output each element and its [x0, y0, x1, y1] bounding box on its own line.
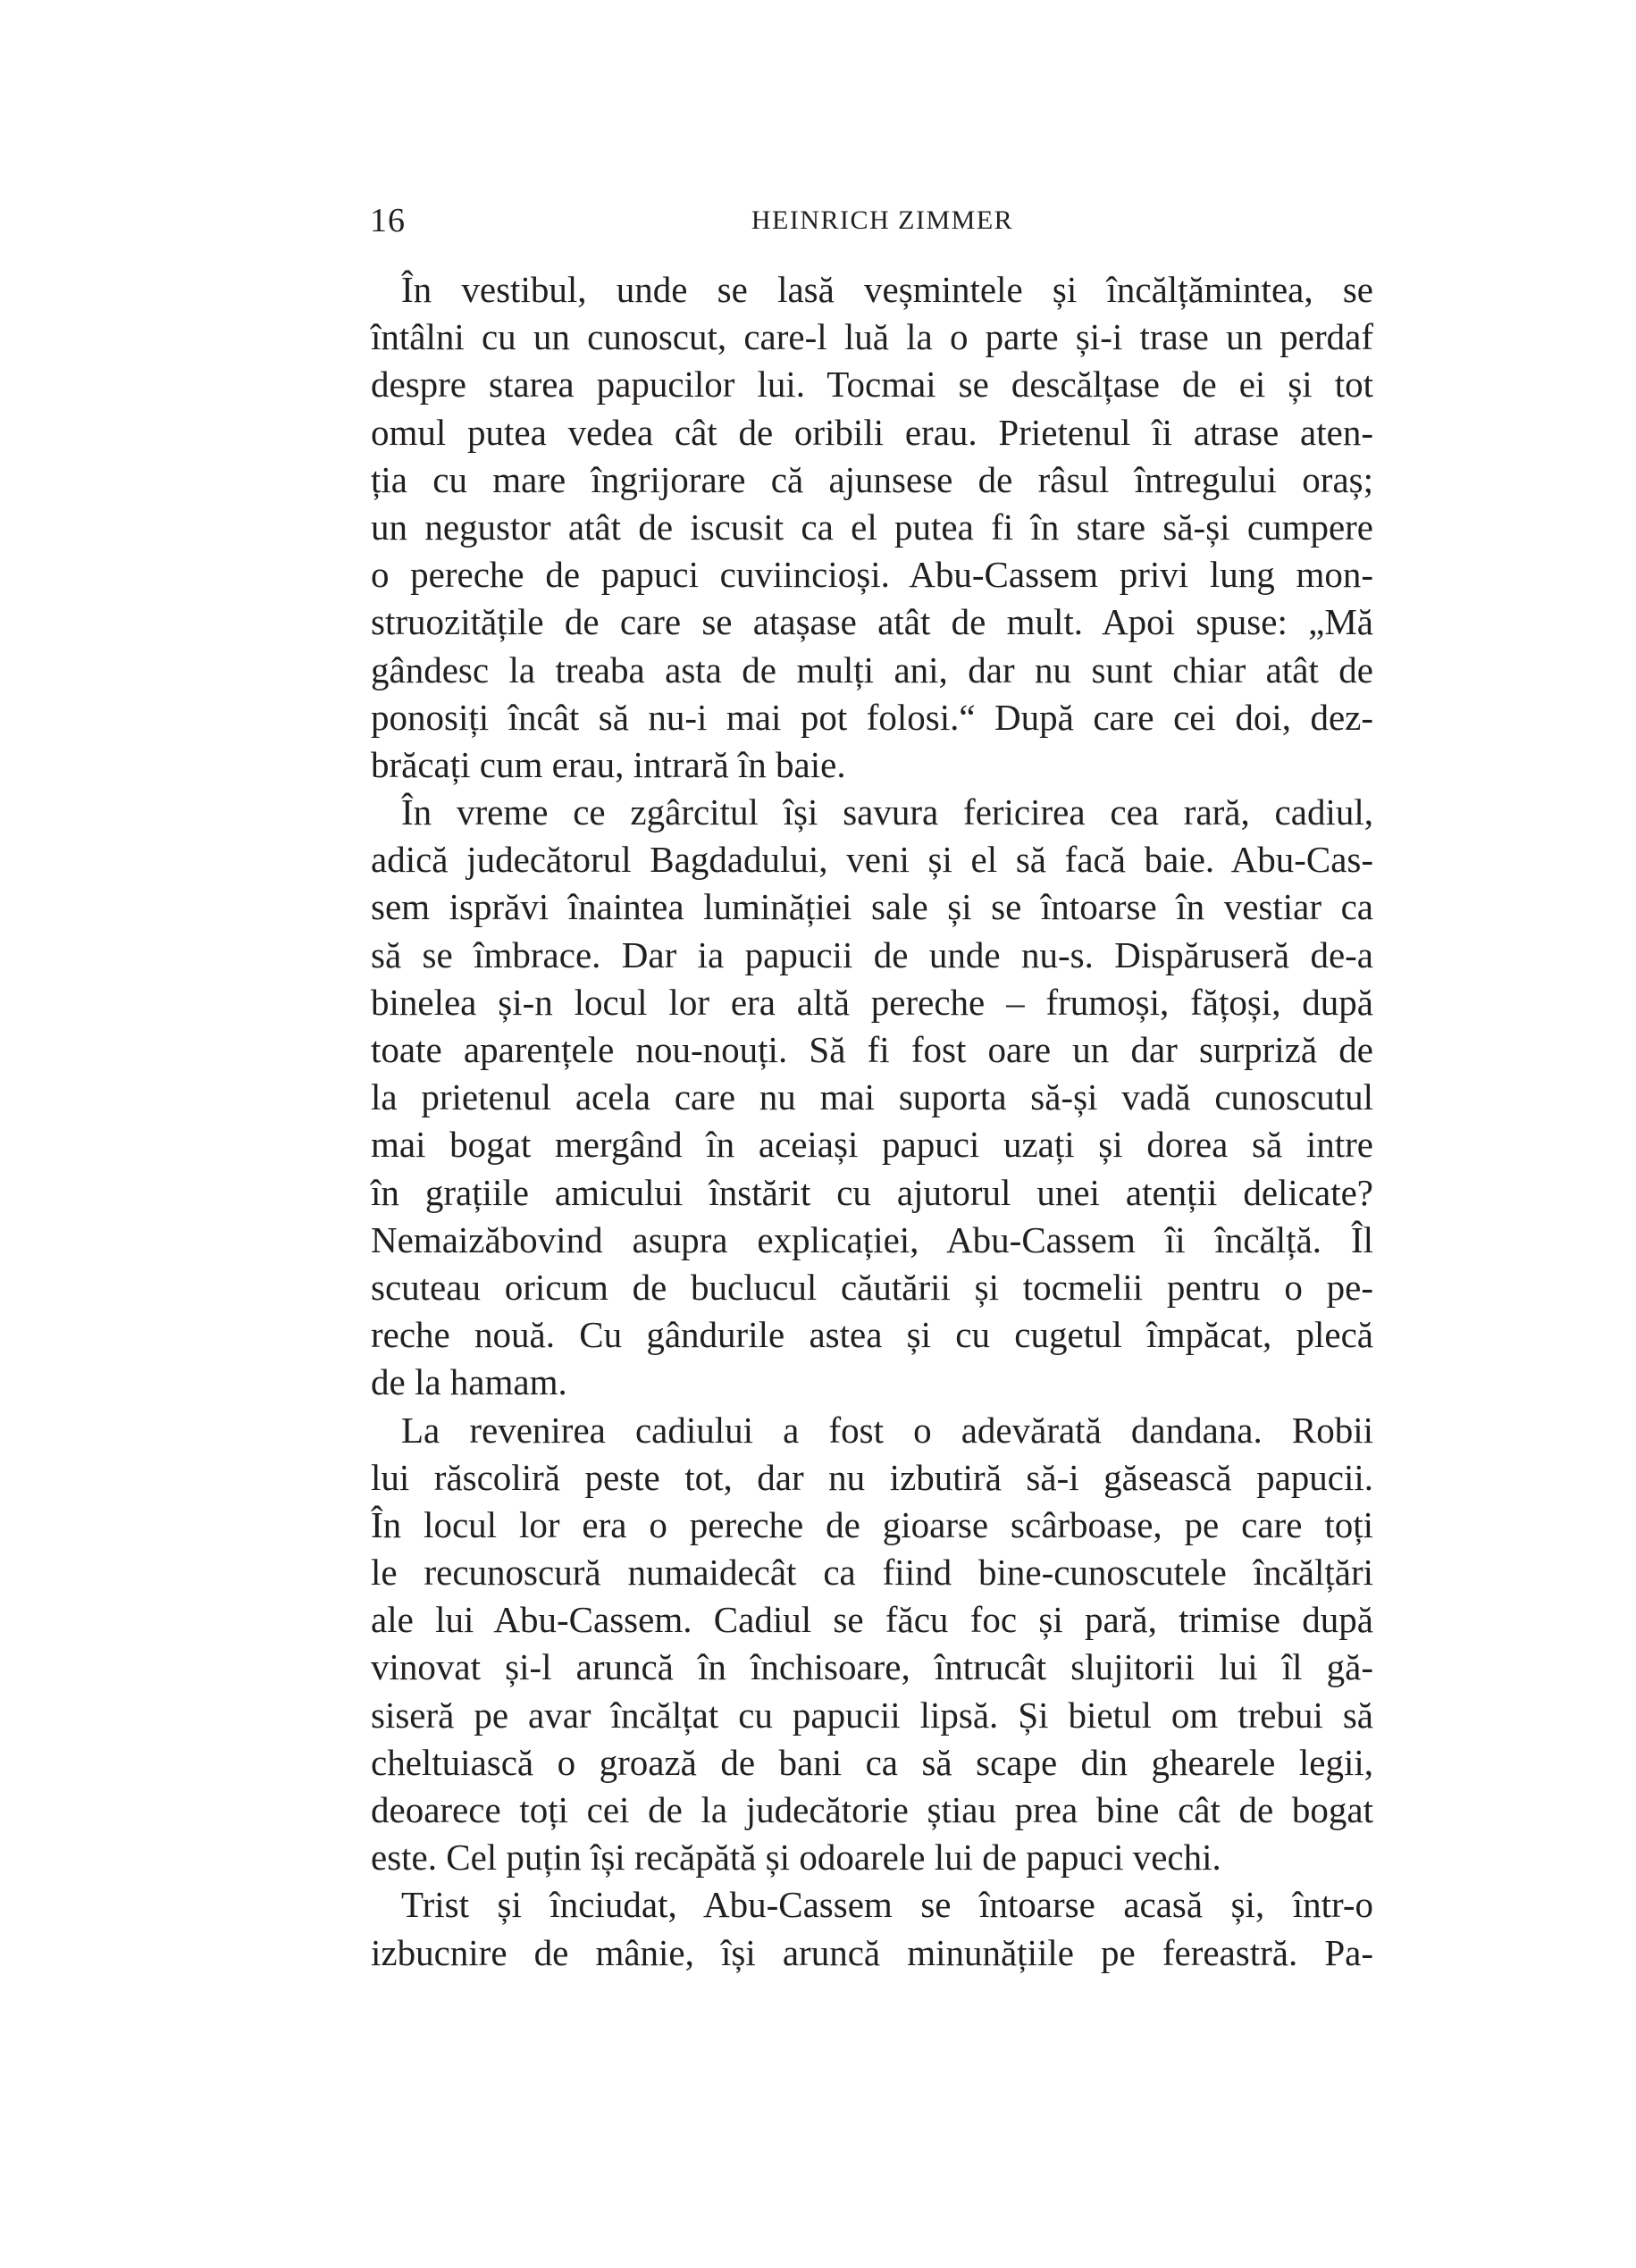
text-line: sem isprăvi înaintea luminăției sale și se întoarse în vestiar ca: [371, 886, 1373, 928]
text-line: o pereche de papuci cuviincioși. Abu-Cassem privi lung mon-: [371, 554, 1373, 596]
text-line: le recunoscură numaidecât ca fiind bine-cunoscutele încălțări: [371, 1552, 1373, 1594]
text-line: struozitățile de care se atașase atât de mult. Apoi spuse: „Mă: [371, 601, 1373, 643]
paragraph-3: [371, 1407, 1373, 1882]
text-line: scuteau oricum de buclucul căutării și tocmelii pentru o pe-: [371, 1266, 1373, 1308]
text-line: omul putea vedea cât de oribili erau. Prietenul îi atrase aten-: [371, 411, 1373, 453]
paragraph-1: [371, 266, 1373, 789]
text-line: gândesc la treaba asta de mulți ani, dar nu sunt chiar atât de: [371, 649, 1373, 690]
text-line: lui răscoliră peste tot, dar nu izbutiră să-i găsească papucii.: [371, 1456, 1373, 1498]
text-line: adică judecătorul Bagdadului, veni și el să facă baie. Abu-Cas-: [371, 839, 1373, 881]
text-line: mai bogat mergând în aceiași papuci uzați și dorea să intre: [371, 1124, 1373, 1166]
text-line: de la hamam.: [371, 1361, 567, 1403]
text-line: vinovat și-l aruncă în închisoare, întrucât slujitorii lui îl gă-: [371, 1646, 1373, 1688]
paragraph-2: [371, 789, 1373, 1406]
page-number: 16: [370, 202, 406, 239]
text-line: toate aparențele nou-nouți. Să fi fost oare un dar surpriză de: [371, 1029, 1373, 1070]
text-line: deoarece toți cei de la judecătorie știau prea bine cât de bogat: [371, 1789, 1373, 1830]
paragraph-4: [371, 1881, 1373, 1976]
running-head: [357, 198, 1372, 243]
text-line: întâlni cu un cunoscut, care-l luă la o parte și-i trase un perdaf: [371, 316, 1373, 358]
text-line: ponosiți încât să nu-i mai pot folosi.“ După care cei doi, dez-: [371, 696, 1373, 738]
text-line: reche nouă. Cu gândurile astea și cu cugetul împăcat, plecă: [371, 1314, 1373, 1356]
text-line: izbucnire de mânie, își aruncă minunățiile pe fereastră. Pa-: [371, 1931, 1373, 1973]
text-line: În vreme ce zgârcitul își savura fericirea cea rară, cadiul,: [401, 791, 1373, 833]
text-line: Trist și înciudat, Abu-Cassem se întoarse acasă și, într-o: [401, 1884, 1373, 1926]
body-text: [371, 266, 1373, 1977]
text-line: siseră pe avar încălțat cu papucii lipsă. Și bietul om trebui să: [371, 1694, 1373, 1736]
text-line: un negustor atât de iscusit ca el putea fi în stare să-și cumpere: [371, 506, 1373, 548]
text-line: La revenirea cadiului a fost o adevărată dandana. Robii: [401, 1409, 1373, 1451]
text-line: în grațiile amicului înstărit cu ajutorul unei atenții delicate?: [371, 1171, 1373, 1213]
text-line: Nemaizăbovind asupra explicației, Abu-Cassem îi încălță. Îl: [371, 1218, 1373, 1260]
text-line: despre starea papucilor lui. Tocmai se descălțase de ei și tot: [371, 364, 1373, 406]
text-line: În vestibul, unde se lasă veșmintele și încălțămintea, se: [401, 269, 1373, 310]
text-line: ale lui Abu-Cassem. Cadiul se făcu foc și pară, trimise după: [371, 1599, 1373, 1641]
text-line: la prietenul acela care nu mai suporta să-și vadă cunoscutul: [371, 1076, 1373, 1118]
text-line: este. Cel puțin își recăpătă și odoarele lui de papuci vechi.: [371, 1837, 1221, 1879]
text-line: brăcați cum erau, intrară în baie.: [371, 743, 846, 785]
text-line: ția cu mare îngrijorare că ajunsese de râsul întregului oraș;: [371, 458, 1373, 500]
text-line: să se îmbrace. Dar ia papucii de unde nu-s. Dispăruseră de-a: [371, 933, 1373, 975]
text-line: cheltuiască o groază de bani ca să scape din ghearele legii,: [371, 1741, 1373, 1783]
running-title: HEINRICH ZIMMER: [751, 205, 1014, 235]
text-line: În locul lor era o pereche de gioarse scârboase, pe care toți: [371, 1503, 1373, 1545]
text-line: binelea și-n locul lor era altă pereche – frumoși, fățoși, după: [371, 981, 1373, 1023]
